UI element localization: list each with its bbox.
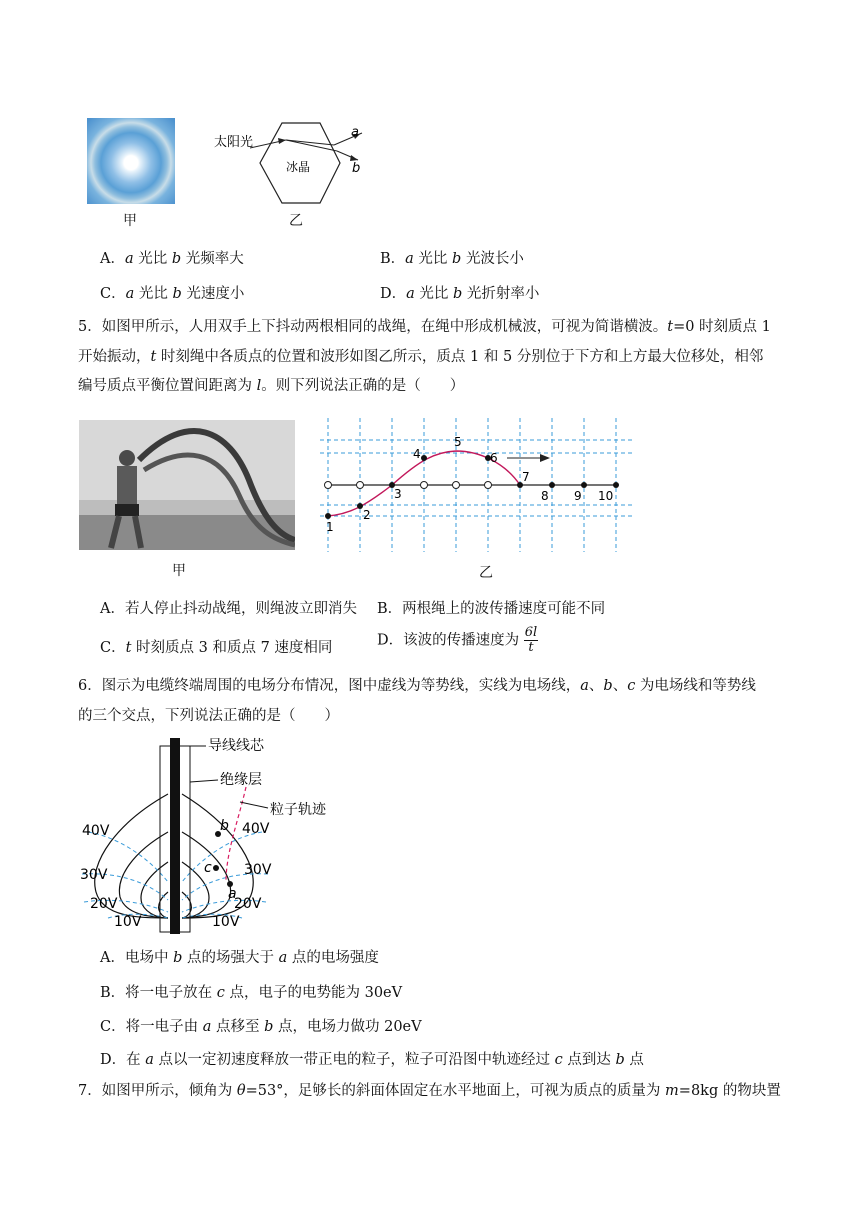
option-6d: D．在 a 点以一定初速度释放一带正电的粒子，粒子可沿图中轨迹经过 c 点到达 b 点 <box>100 1052 644 1068</box>
svg-text:6: 6 <box>490 451 498 465</box>
direction-arrow <box>540 454 550 462</box>
svg-text:c: c <box>204 860 212 876</box>
question-5-stem: 5．如图甲所示，人用双手上下抖动两根相同的战绳，在绳中形成机械波，可视为简谐横波。t=0 时刻质点 1 开始振动，t 时刻绳中各质点的位置和波形如图乙所示，质点 1 和 5 分别位于下方和上方最大位移处，相邻 编号质点平衡位置间距离为 l。则下列说法正确的是（ ） <box>78 319 771 394</box>
svg-text:4: 4 <box>413 447 421 461</box>
option-4a: A．a 光比 b 光频率大 <box>100 251 244 267</box>
wire-core <box>170 738 180 934</box>
svg-text:10V: 10V <box>212 914 240 930</box>
electric-field-diagram <box>78 732 378 938</box>
battle-rope-photo <box>79 420 295 550</box>
svg-text:b: b <box>220 818 229 834</box>
svg-text:2: 2 <box>363 508 371 522</box>
svg-text:20V: 20V <box>234 896 262 912</box>
ice-crystal-diagram <box>210 118 380 210</box>
svg-text:40V: 40V <box>82 823 110 839</box>
option-5a: A．若人停止抖动战绳，则绳波立即消失 <box>100 601 357 617</box>
halo-photo <box>87 118 175 204</box>
svg-text:3: 3 <box>394 487 402 501</box>
svg-text:1: 1 <box>326 520 334 534</box>
point-4 <box>421 455 427 461</box>
figure-caption-yi-5: 乙 <box>479 565 493 581</box>
option-5b: B．两根绳上的波传播速度可能不同 <box>377 601 606 617</box>
svg-text:40V: 40V <box>242 821 270 837</box>
figure-caption-jia: 甲 <box>123 213 137 229</box>
question-7-stem: 7．如图甲所示，倾角为 θ=53°，足够长的斜面体固定在水平地面上，可视为质点的质量为 m=8kg 的物块置 <box>78 1083 781 1099</box>
svg-text:导线线芯: 导线线芯 <box>208 738 264 754</box>
svg-text:粒子轨迹: 粒子轨迹 <box>270 802 326 818</box>
point-8 <box>549 482 555 488</box>
option-6a: A．电场中 b 点的场强大于 a 点的电场强度 <box>100 950 379 966</box>
svg-text:7: 7 <box>522 470 530 484</box>
option-6b: B．将一电子放在 c 点，电子的电势能为 30eV <box>100 985 403 1001</box>
option-4c: C．a 光比 b 光速度小 <box>100 286 245 302</box>
svg-text:10: 10 <box>598 489 614 503</box>
wave-diagram <box>320 418 632 552</box>
option-5d: D．该波的传播速度为 $\frac{6l}{t}$ <box>377 625 538 655</box>
svg-text:9: 9 <box>574 489 582 503</box>
point-1 <box>325 513 331 519</box>
option-4b: B．a 光比 b 光波长小 <box>380 251 524 267</box>
svg-text:冰晶: 冰晶 <box>286 160 311 174</box>
speed-fraction: $\frac{6l}{t}$ <box>524 625 538 655</box>
point-9 <box>581 482 587 488</box>
svg-text:30V: 30V <box>80 867 108 883</box>
option-6c: C．将一电子由 a 点移至 b 点，电场力做功 20eV <box>100 1019 422 1035</box>
svg-text:a: a <box>228 886 237 902</box>
svg-text:30V: 30V <box>244 862 272 878</box>
svg-text:太阳光: 太阳光 <box>214 135 254 150</box>
svg-text:b: b <box>352 161 361 176</box>
point-10 <box>613 482 619 488</box>
option-5c: C．t 时刻质点 3 和质点 7 速度相同 <box>100 640 333 656</box>
svg-text:8: 8 <box>541 489 549 503</box>
point-c <box>213 865 219 871</box>
figure-caption-yi: 乙 <box>289 213 303 229</box>
svg-text:绝缘层: 绝缘层 <box>220 772 262 788</box>
svg-text:20V: 20V <box>90 896 118 912</box>
svg-text:a: a <box>351 125 359 140</box>
svg-text:10V: 10V <box>114 914 142 930</box>
figure-caption-jia-5: 甲 <box>172 563 186 579</box>
option-4d: D．a 光比 b 光折射率小 <box>380 286 540 302</box>
question-6-stem: 6．图示为电缆终端周围的电场分布情况，图中虚线为等势线，实线为电场线，a、b、c 为电场线和等势线 的三个交点，下列说法正确的是（ ） <box>78 678 756 724</box>
svg-text:5: 5 <box>454 435 462 449</box>
